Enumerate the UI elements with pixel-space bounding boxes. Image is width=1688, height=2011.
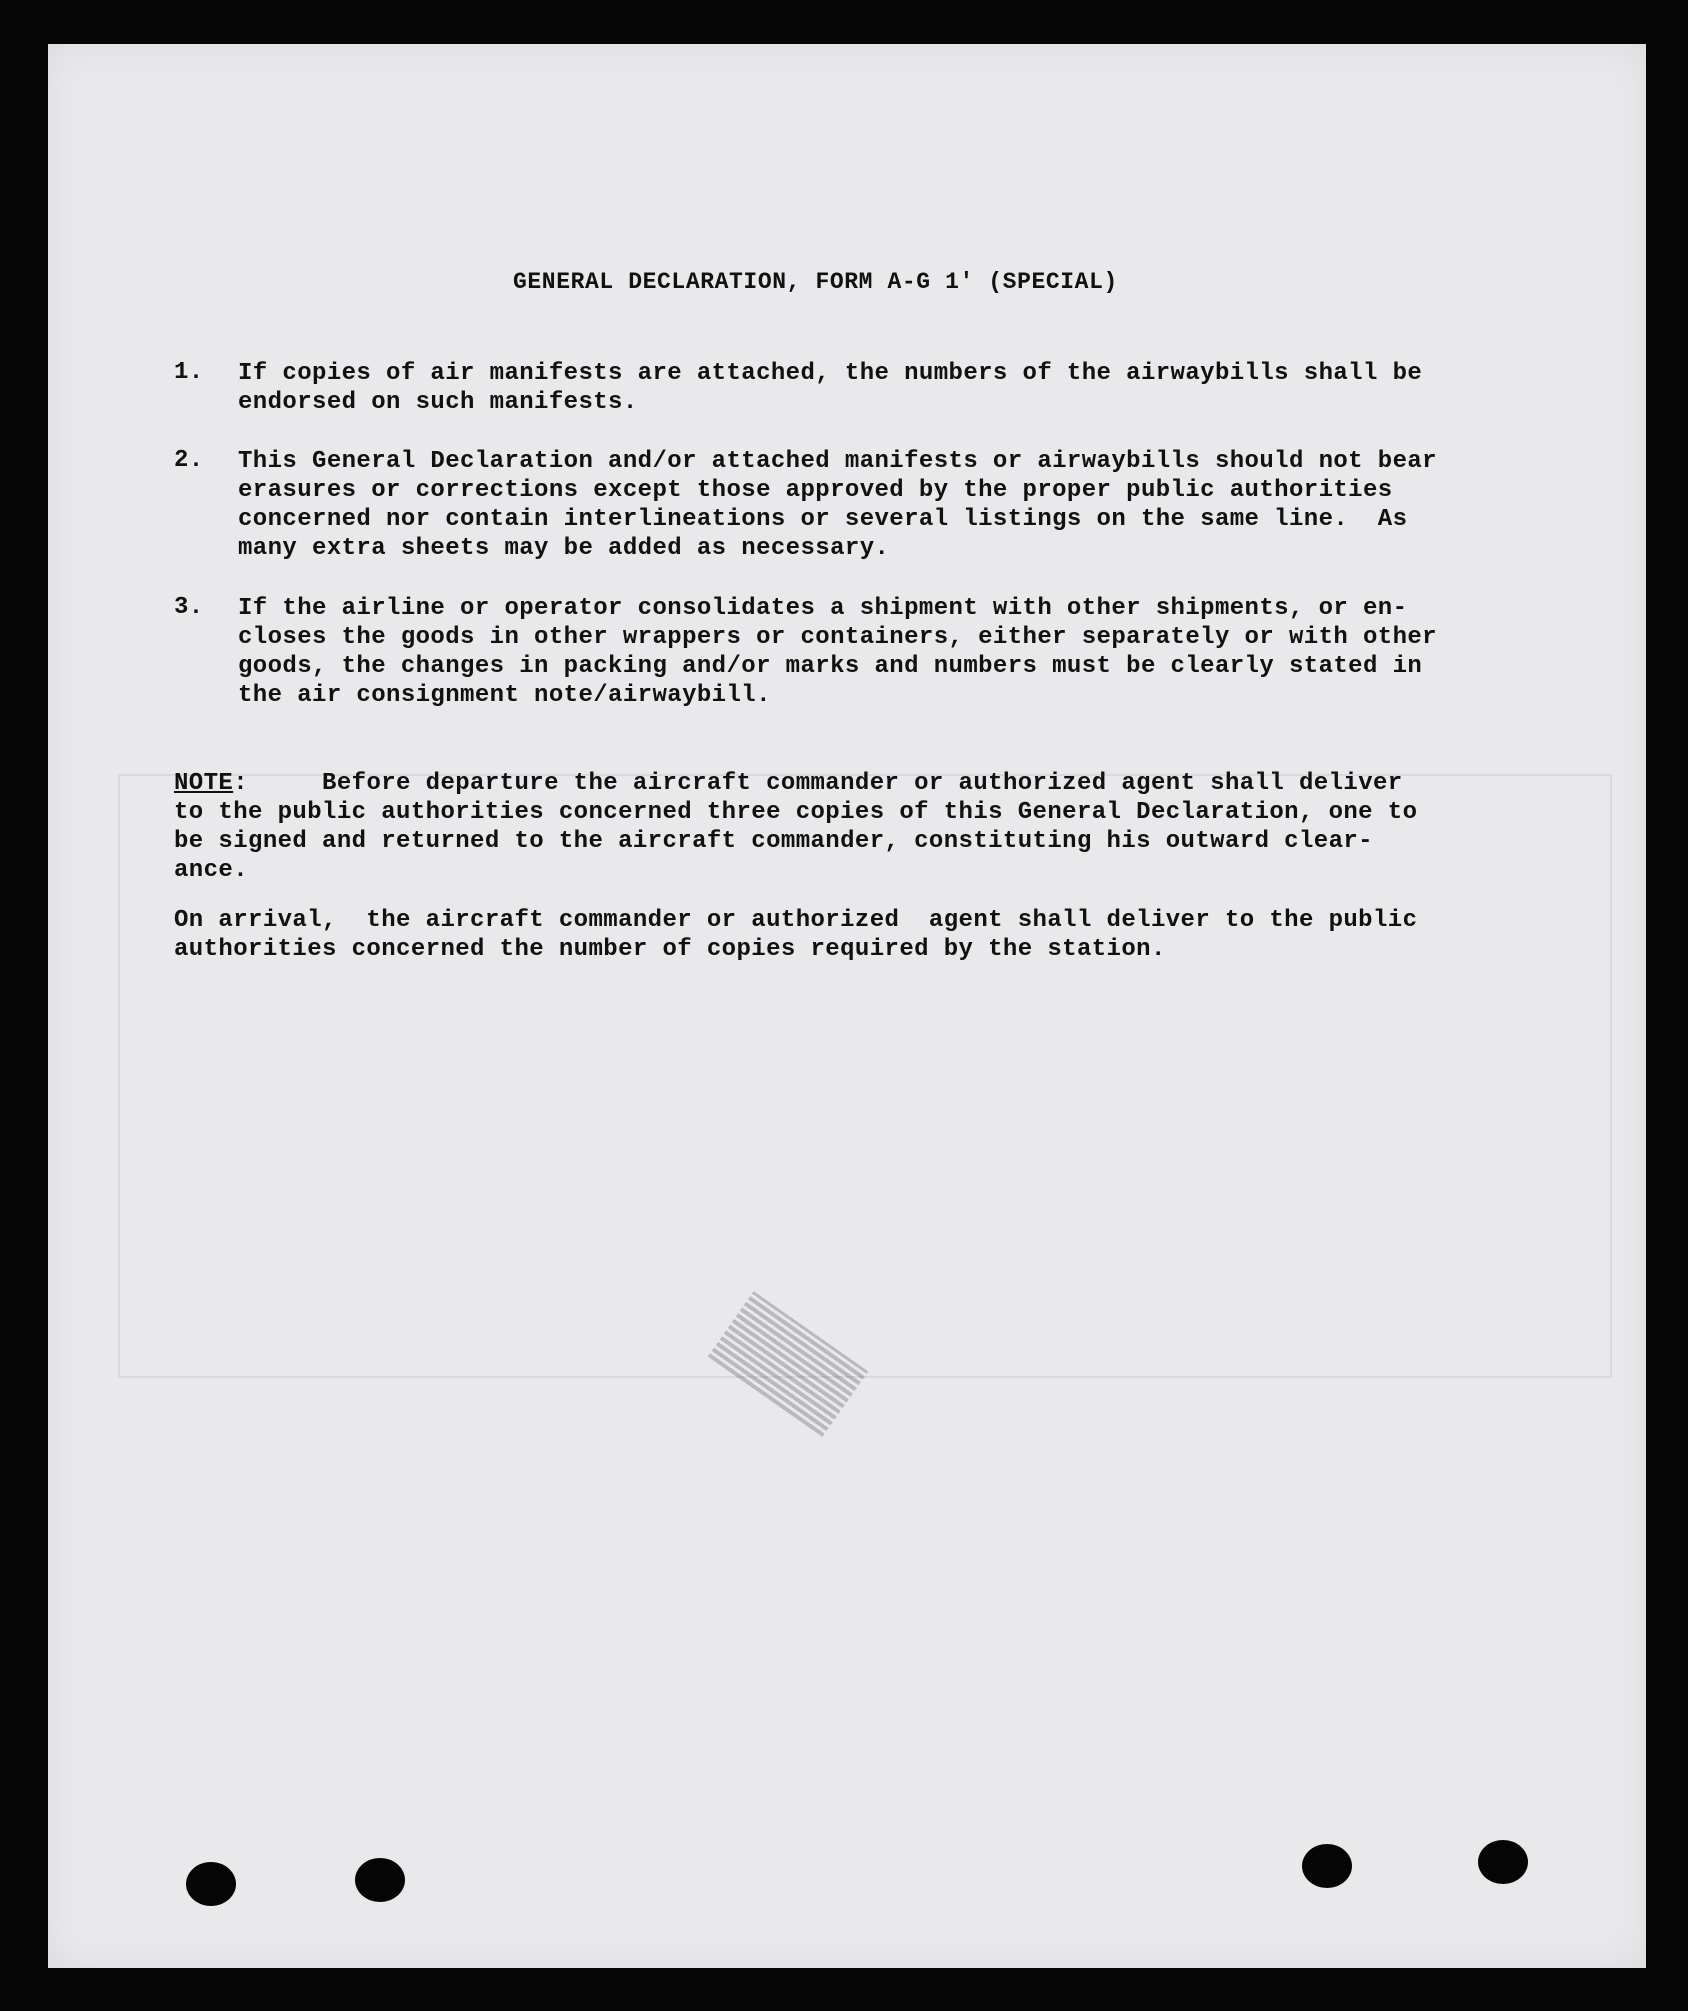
note-line: to the public authorities concerned three copies of this General Declaration, one to [174,799,1418,826]
note-first-line [174,769,1417,798]
item-line: If copies of air manifests are attached, the numbers of the airwaybills shall be [238,360,1423,387]
item-line: the air consignment note/airwaybill. [238,682,771,709]
punch-hole [1478,1840,1528,1884]
arrival-section [174,906,1417,964]
note-line: ance. [174,857,249,884]
document-page [48,44,1646,1968]
item-line: If the airline or operator consolidates a shipment with other shipments, or en- [238,595,1408,622]
item-line: endorsed on such manifests. [238,389,638,416]
item-body [238,359,1422,417]
item-body [238,594,1437,710]
punch-hole [355,1858,405,1902]
item-line: This General Declaration and/or attached manifests or airwaybills should not bear [238,448,1437,475]
item-line: many extra sheets may be added as necessary. [238,535,890,562]
item-line: erasures or corrections except those approved by the proper public authorities [238,477,1393,504]
item-number: 1. [174,359,204,386]
note-line: be signed and returned to the aircraft commander, constituting his outward clear- [174,828,1373,855]
arrival-line: On arrival, the aircraft commander or authorized agent shall deliver to the public [174,907,1418,934]
page-title: GENERAL DECLARATION, FORM A-G 1' (SPECIAL) [513,269,1118,295]
note-first-line-text: : Before departure the aircraft commander or authorized agent shall deliver [233,770,1403,797]
item-number: 2. [174,447,204,474]
item-number: 3. [174,594,204,621]
item-line: concerned nor contain interlineations or several listings on the same line. As [238,506,1408,533]
item-body [238,447,1437,563]
item-line: closes the goods in other wrappers or containers, either separately or with other [238,624,1437,651]
arrival-line: authorities concerned the number of copies required by the station. [174,936,1166,963]
item-line: goods, the changes in packing and/or marks and numbers must be clearly stated in [238,653,1423,680]
punch-hole [186,1862,236,1906]
note-label: NOTE [174,770,234,797]
punch-hole [1302,1844,1352,1888]
note-section [174,769,1417,885]
